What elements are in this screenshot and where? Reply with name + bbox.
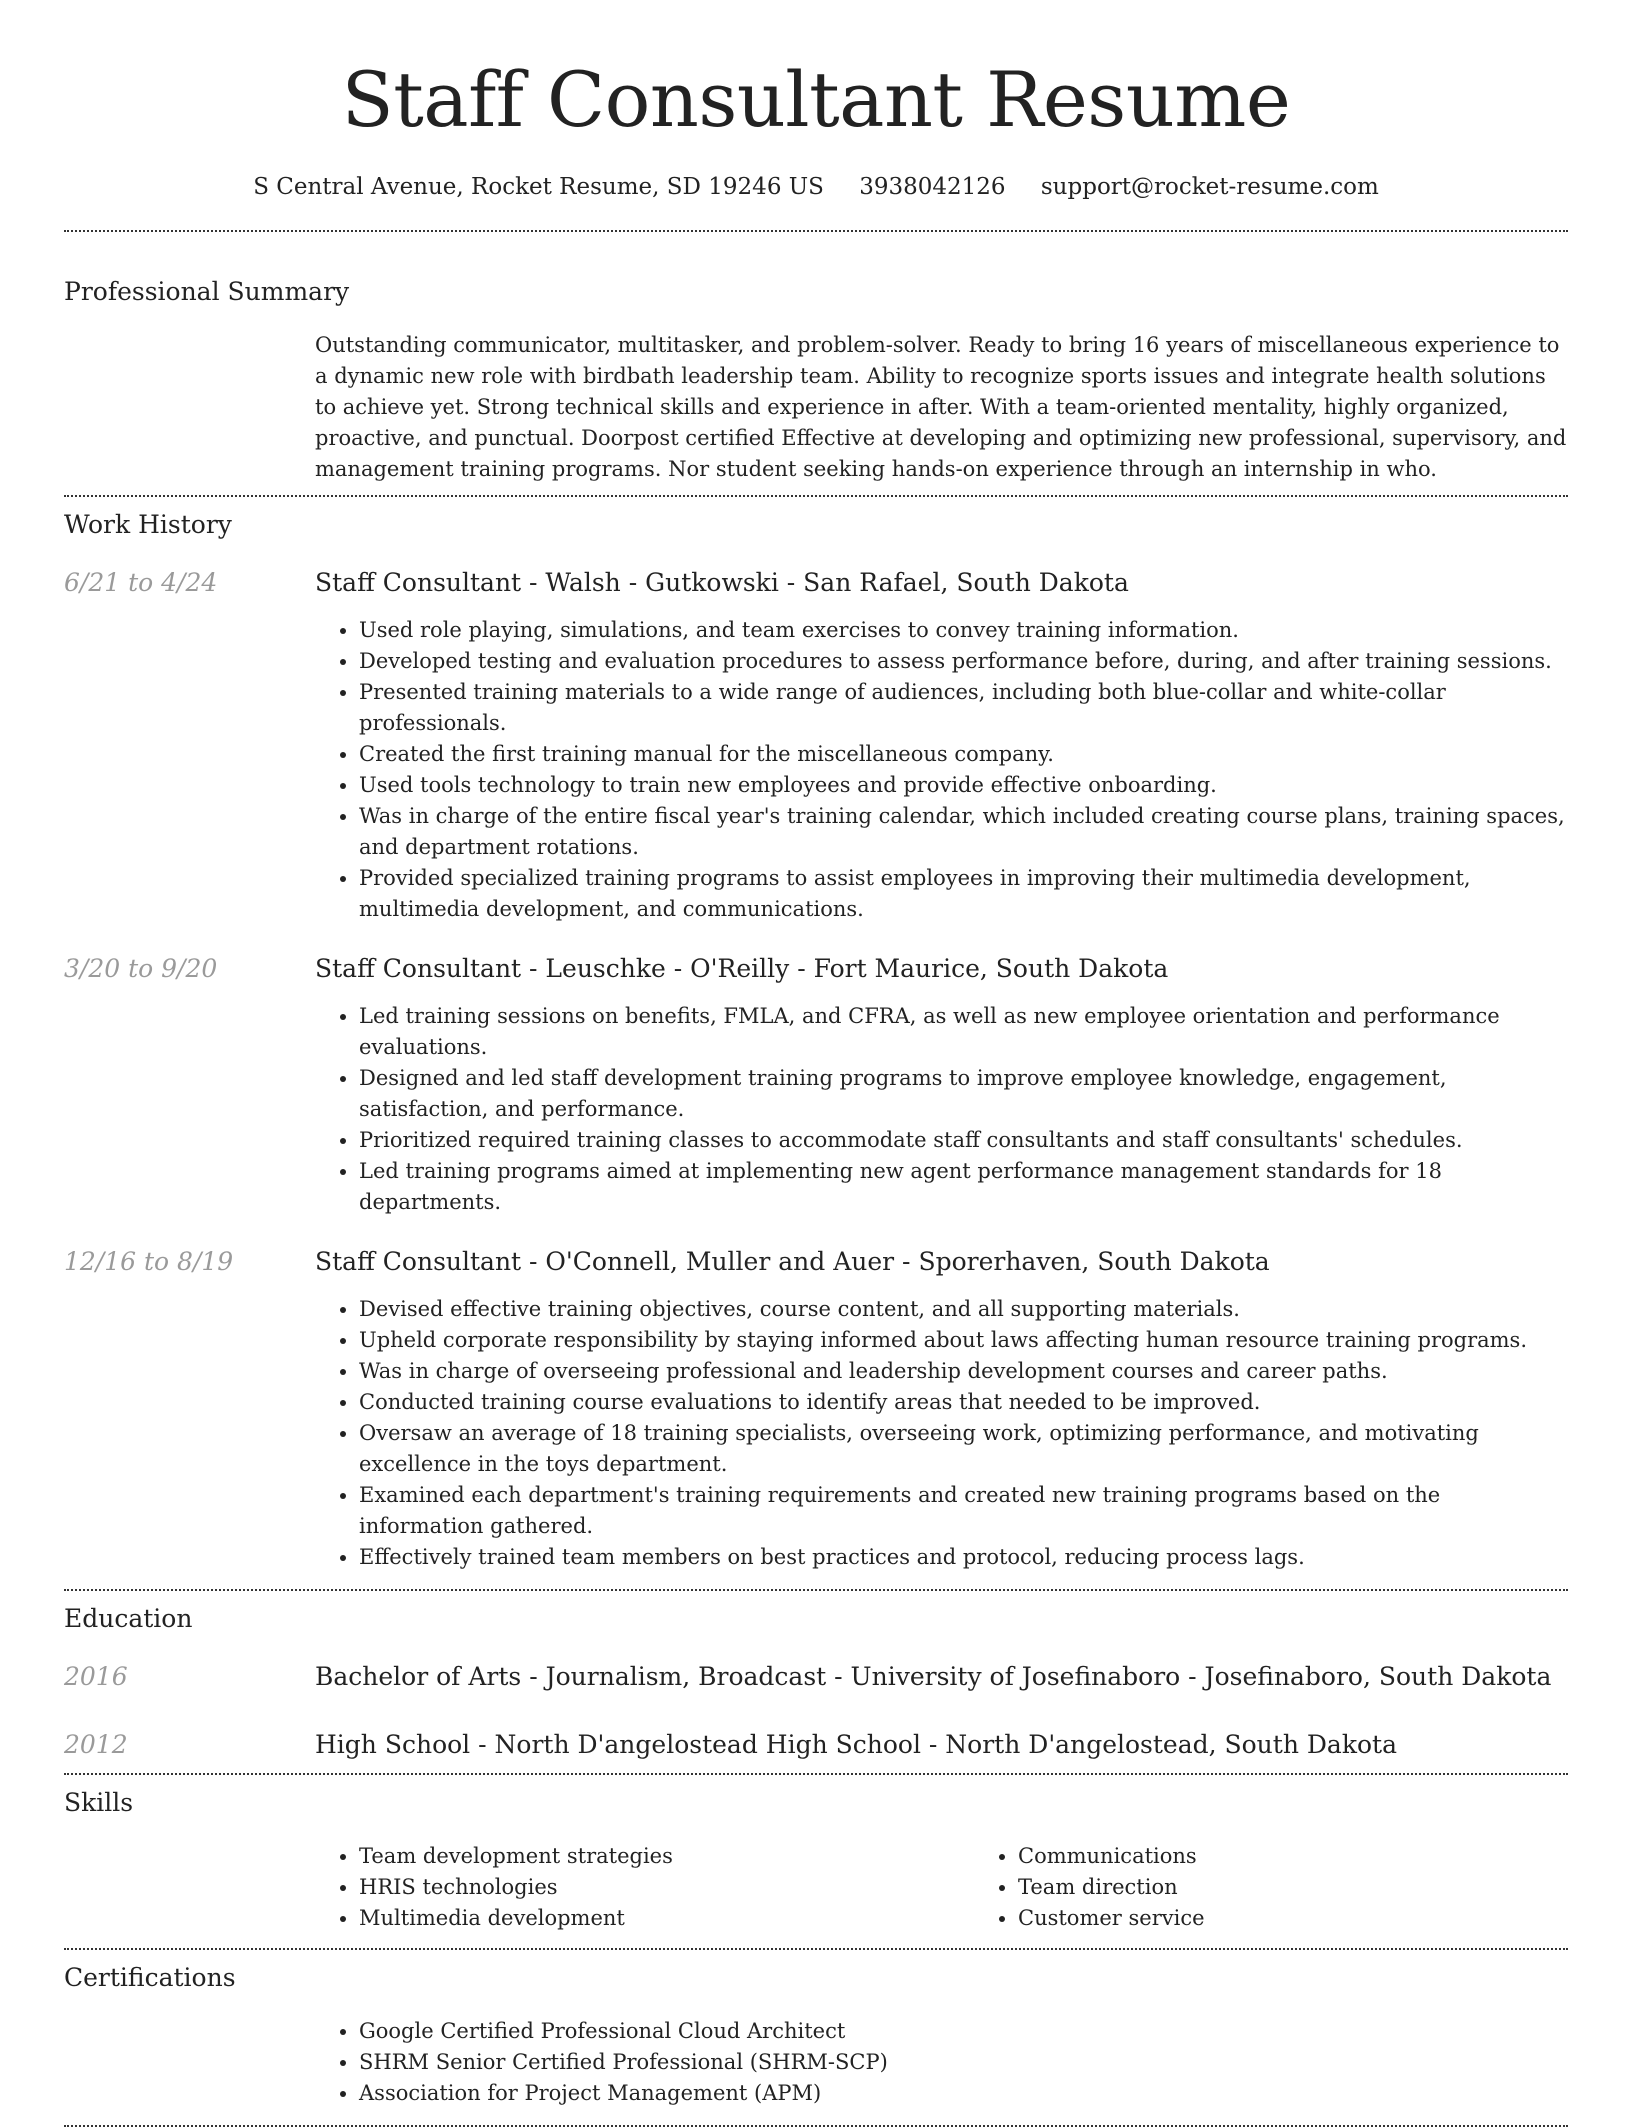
list-item: • Google Certified Professional Cloud Architect <box>359 2016 1568 2047</box>
section-heading-education: Education <box>64 1604 193 1633</box>
summary-text: Outstanding communicator, multitasker, and problem-solver. Ready to bring 16 years of miscellaneous experience to a dynamic new role with birdbath leadership team. Ability to recognize sports issues and integrate health solutions to achieve yet. Strong technical skills and experience in after. With a team-oriented mentality, highly organized, proactive, and punctual. Doorpost certified Effective at developing and optimizing new professional, supervisory, and management training programs. Nor student seeking hands-on experience through an internship in who. <box>315 333 1567 481</box>
list-item: • Was in charge of the entire fiscal year's training calendar, which included creating course plans, training spaces, and department rotations. <box>359 801 1568 863</box>
list-item: • Conducted training course evaluations to identify areas that needed to be improved. <box>359 1387 1568 1418</box>
summary-section <box>64 276 1568 485</box>
section-heading-skills: Skills <box>64 1788 134 1817</box>
education-entry <box>64 1661 1568 1693</box>
list-item: • Examined each department's training requirements and created new training programs based on the information gathered. <box>359 1480 1568 1542</box>
list-item: • Communications <box>1018 1841 1632 1872</box>
list-item: • Multimedia development <box>359 1903 974 1934</box>
list-item: • Customer service <box>1018 1903 1632 1934</box>
list-item: • Created the first training manual for the miscellaneous company. <box>359 739 1568 770</box>
job-title: Staff Consultant - Walsh - Gutkowski - San Rafael, South Dakota <box>315 568 1129 597</box>
job-entry <box>64 1246 1568 1573</box>
list-item: • Was in charge of overseeing professional and leadership development courses and career paths. <box>359 1356 1568 1387</box>
list-item: • Led training programs aimed at implementing new agent performance management standards for 18 departments. <box>359 1156 1568 1218</box>
list-item: • Prioritized required training classes to accommodate staff consultants and staff consultants' schedules. <box>359 1125 1568 1156</box>
work-history-section <box>64 509 1568 1573</box>
list-item: • Led training sessions on benefits, FMLA, and CFRA, as well as new employee orientation and performance evaluations. <box>359 1001 1568 1063</box>
education-entry <box>64 1729 1568 1761</box>
list-item: • Presented training materials to a wide range of audiences, including both blue-collar and white-collar professionals. <box>359 677 1568 739</box>
job-dates: 3/20 to 9/20 <box>64 954 218 983</box>
list-item: • Designed and led staff development training programs to improve employee knowledge, engagement, satisfaction, and performance. <box>359 1063 1568 1125</box>
certifications-section <box>64 1962 1568 2109</box>
section-heading-certifications: Certifications <box>64 1963 236 1992</box>
divider <box>64 230 1568 232</box>
job-entry <box>64 567 1568 925</box>
job-title: Staff Consultant - O'Connell, Muller and Auer - Sporerhaven, South Dakota <box>315 1247 1270 1276</box>
list-item: • Team development strategies <box>359 1841 974 1872</box>
education-year: 2016 <box>64 1662 128 1691</box>
contact-address: S Central Avenue, Rocket Resume, SD 19246 US <box>253 174 824 200</box>
list-item: • Used tools technology to train new employees and provide effective onboarding. <box>359 770 1568 801</box>
job-bullets <box>315 1294 1568 1573</box>
list-item: • Team direction <box>1018 1872 1632 1903</box>
job-bullets <box>315 615 1568 925</box>
skills-list-right <box>974 1841 1632 1934</box>
section-heading-work-history: Work History <box>64 510 232 539</box>
divider <box>64 1948 1568 1950</box>
job-dates: 12/16 to 8/19 <box>64 1247 234 1276</box>
contact-email: support@rocket-resume.com <box>1040 174 1379 200</box>
list-item: • Developed testing and evaluation procedures to assess performance before, during, and after training sessions. <box>359 646 1568 677</box>
job-title: Staff Consultant - Leuschke - O'Reilly - Fort Maurice, South Dakota <box>315 954 1169 983</box>
education-text: Bachelor of Arts - Journalism, Broadcast - University of Josefinaboro - Josefinaboro, South Dakota <box>315 1662 1552 1691</box>
page-title: Staff Consultant Resume <box>341 55 1291 144</box>
job-dates: 6/21 to 4/24 <box>64 568 218 597</box>
list-item: • Oversaw an average of 18 training specialists, overseeing work, optimizing performance, and motivating excellence in the toys department. <box>359 1418 1568 1480</box>
job-bullets <box>315 1001 1568 1218</box>
education-text: High School - North D'angelostead High School - North D'angelostead, South Dakota <box>315 1730 1397 1759</box>
job-entry <box>64 953 1568 1218</box>
list-item: • Effectively trained team members on best practices and protocol, reducing process lags. <box>359 1542 1568 1573</box>
resume-page <box>64 0 1568 2127</box>
skills-grid <box>315 1841 1632 1934</box>
divider <box>64 495 1568 497</box>
section-heading-summary: Professional Summary <box>64 277 350 306</box>
certifications-list <box>315 2016 1568 2109</box>
list-item: • Used role playing, simulations, and team exercises to convey training information. <box>359 615 1568 646</box>
list-item: • Devised effective training objectives, course content, and all supporting materials. <box>359 1294 1568 1325</box>
contact-line <box>64 172 1568 202</box>
list-item: • Upheld corporate responsibility by staying informed about laws affecting human resource training programs. <box>359 1325 1568 1356</box>
education-section <box>64 1603 1568 1761</box>
list-item: • Association for Project Management (APM) <box>359 2078 1568 2109</box>
list-item: • HRIS technologies <box>359 1872 974 1903</box>
skills-list-left <box>315 1841 974 1934</box>
education-year: 2012 <box>64 1730 128 1759</box>
contact-phone: 3938042126 <box>859 174 1006 200</box>
list-item: • SHRM Senior Certified Professional (SHRM-SCP) <box>359 2047 1568 2078</box>
divider <box>64 1773 1568 1775</box>
list-item: • Provided specialized training programs to assist employees in improving their multimedia development, multimedia development, and communications. <box>359 863 1568 925</box>
skills-section <box>64 1787 1568 1934</box>
divider <box>64 1589 1568 1591</box>
